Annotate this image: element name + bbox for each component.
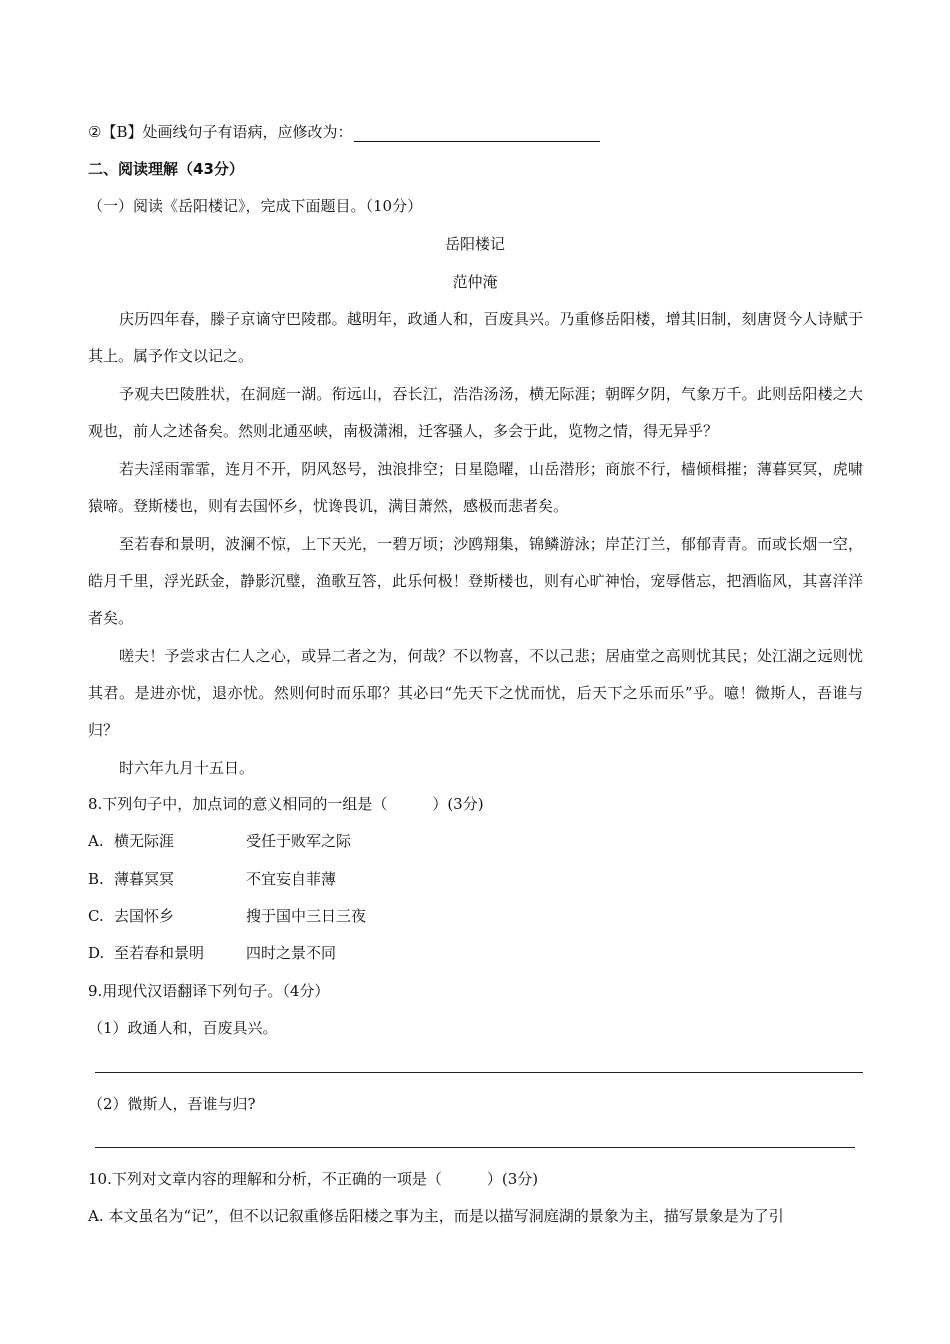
q8-option-c[interactable]: C. 去国怀乡 搜于国中三日三夜	[88, 907, 367, 925]
q9-item-2: （2）微斯人，吾谁与归?	[88, 1095, 256, 1113]
q8-option-d[interactable]: D. 至若春和景明 四时之景不同	[88, 944, 337, 962]
text-author: 范仲淹	[452, 273, 498, 291]
q9-stem: 9.用现代汉语翻译下列句子。（4分）	[88, 982, 330, 1000]
paragraph-3: 若夫淫雨霏霏，连月不开，阴风怒号，浊浪排空；日星隐曜，山岳潜形；商旅不行，樯倾楫摧；薄暮冥冥，虎啸猿啼。登斯楼也，则有去国怀乡，忧谗畏讥，满目萧然，感极而悲者矣。	[88, 460, 863, 516]
paragraph-1: 庆历四年春，滕子京谪守巴陵郡。越明年，政通人和，百废具兴。乃重修岳阳楼，增其旧制，刻唐贤今人诗赋于其上。属予作文以记之。	[88, 310, 863, 366]
paragraph-5: 嗟夫！予尝求古仁人之心，或异二者之为，何哉？不以物喜，不以己悲；居庙堂之高则忧其民；处江湖之远则忧其君。是进亦忧，退亦忧。然则何时而乐耶？其必曰“先天下之忧而忧，后天下之乐而乐”乎。噫！微斯人，吾谁与归？	[88, 647, 863, 740]
paragraph-6: 时六年九月十五日。	[119, 759, 255, 777]
q7-sub2-text: ②【B】处画线句子有语病，应修改为：	[88, 123, 353, 141]
q8-stem: 8.下列句子中，加点词的意义相同的一组是（ ）(3分)	[88, 795, 484, 813]
paragraph-4: 至若春和景明，波澜不惊，上下天光，一碧万顷；沙鸥翔集，锦鳞游泳；岸芷汀兰，郁郁青青。而或长烟一空，皓月千里，浮光跃金，静影沉璧，渔歌互答，此乐何极！登斯楼也，则有心旷神怡，宠辱偕忘，把酒临风，其喜洋洋者矣。	[88, 535, 863, 628]
q10-option-a[interactable]: A. 本文虽名为“记”，但不以记叙重修岳阳楼之事为主，而是以描写洞庭湖的景象为主，描写景象是为了引	[88, 1207, 784, 1225]
q9-item-1: （1）政通人和，百废具兴。	[88, 1019, 278, 1037]
q8-option-a[interactable]: A. 横无际涯 受任于败军之际	[88, 832, 352, 850]
q10-stem: 10.下列对文章内容的理解和分析，不正确的一项是（ ）(3分)	[88, 1170, 539, 1188]
answer-line-1[interactable]	[95, 1072, 863, 1073]
part-intro: （一）阅读《岳阳楼记》，完成下面题目。（10分）	[88, 197, 423, 215]
q7-sub2-line	[88, 122, 600, 142]
answer-blank[interactable]	[354, 125, 600, 142]
section-heading: 二、阅读理解（43分）	[88, 160, 244, 178]
q8-option-b[interactable]: B. 薄暮冥冥 不宜妄自菲薄	[88, 870, 337, 888]
text-title: 岳阳楼记	[444, 235, 505, 253]
paragraph-2: 予观夫巴陵胜状，在洞庭一湖。衔远山，吞长江，浩浩汤汤，横无际涯；朝晖夕阴，气象万千。此则岳阳楼之大观也，前人之述备矣。然则北通巫峡，南极潇湘，迁客骚人，多会于此，览物之情，得无异乎？	[88, 385, 863, 441]
answer-line-2[interactable]	[95, 1147, 855, 1148]
